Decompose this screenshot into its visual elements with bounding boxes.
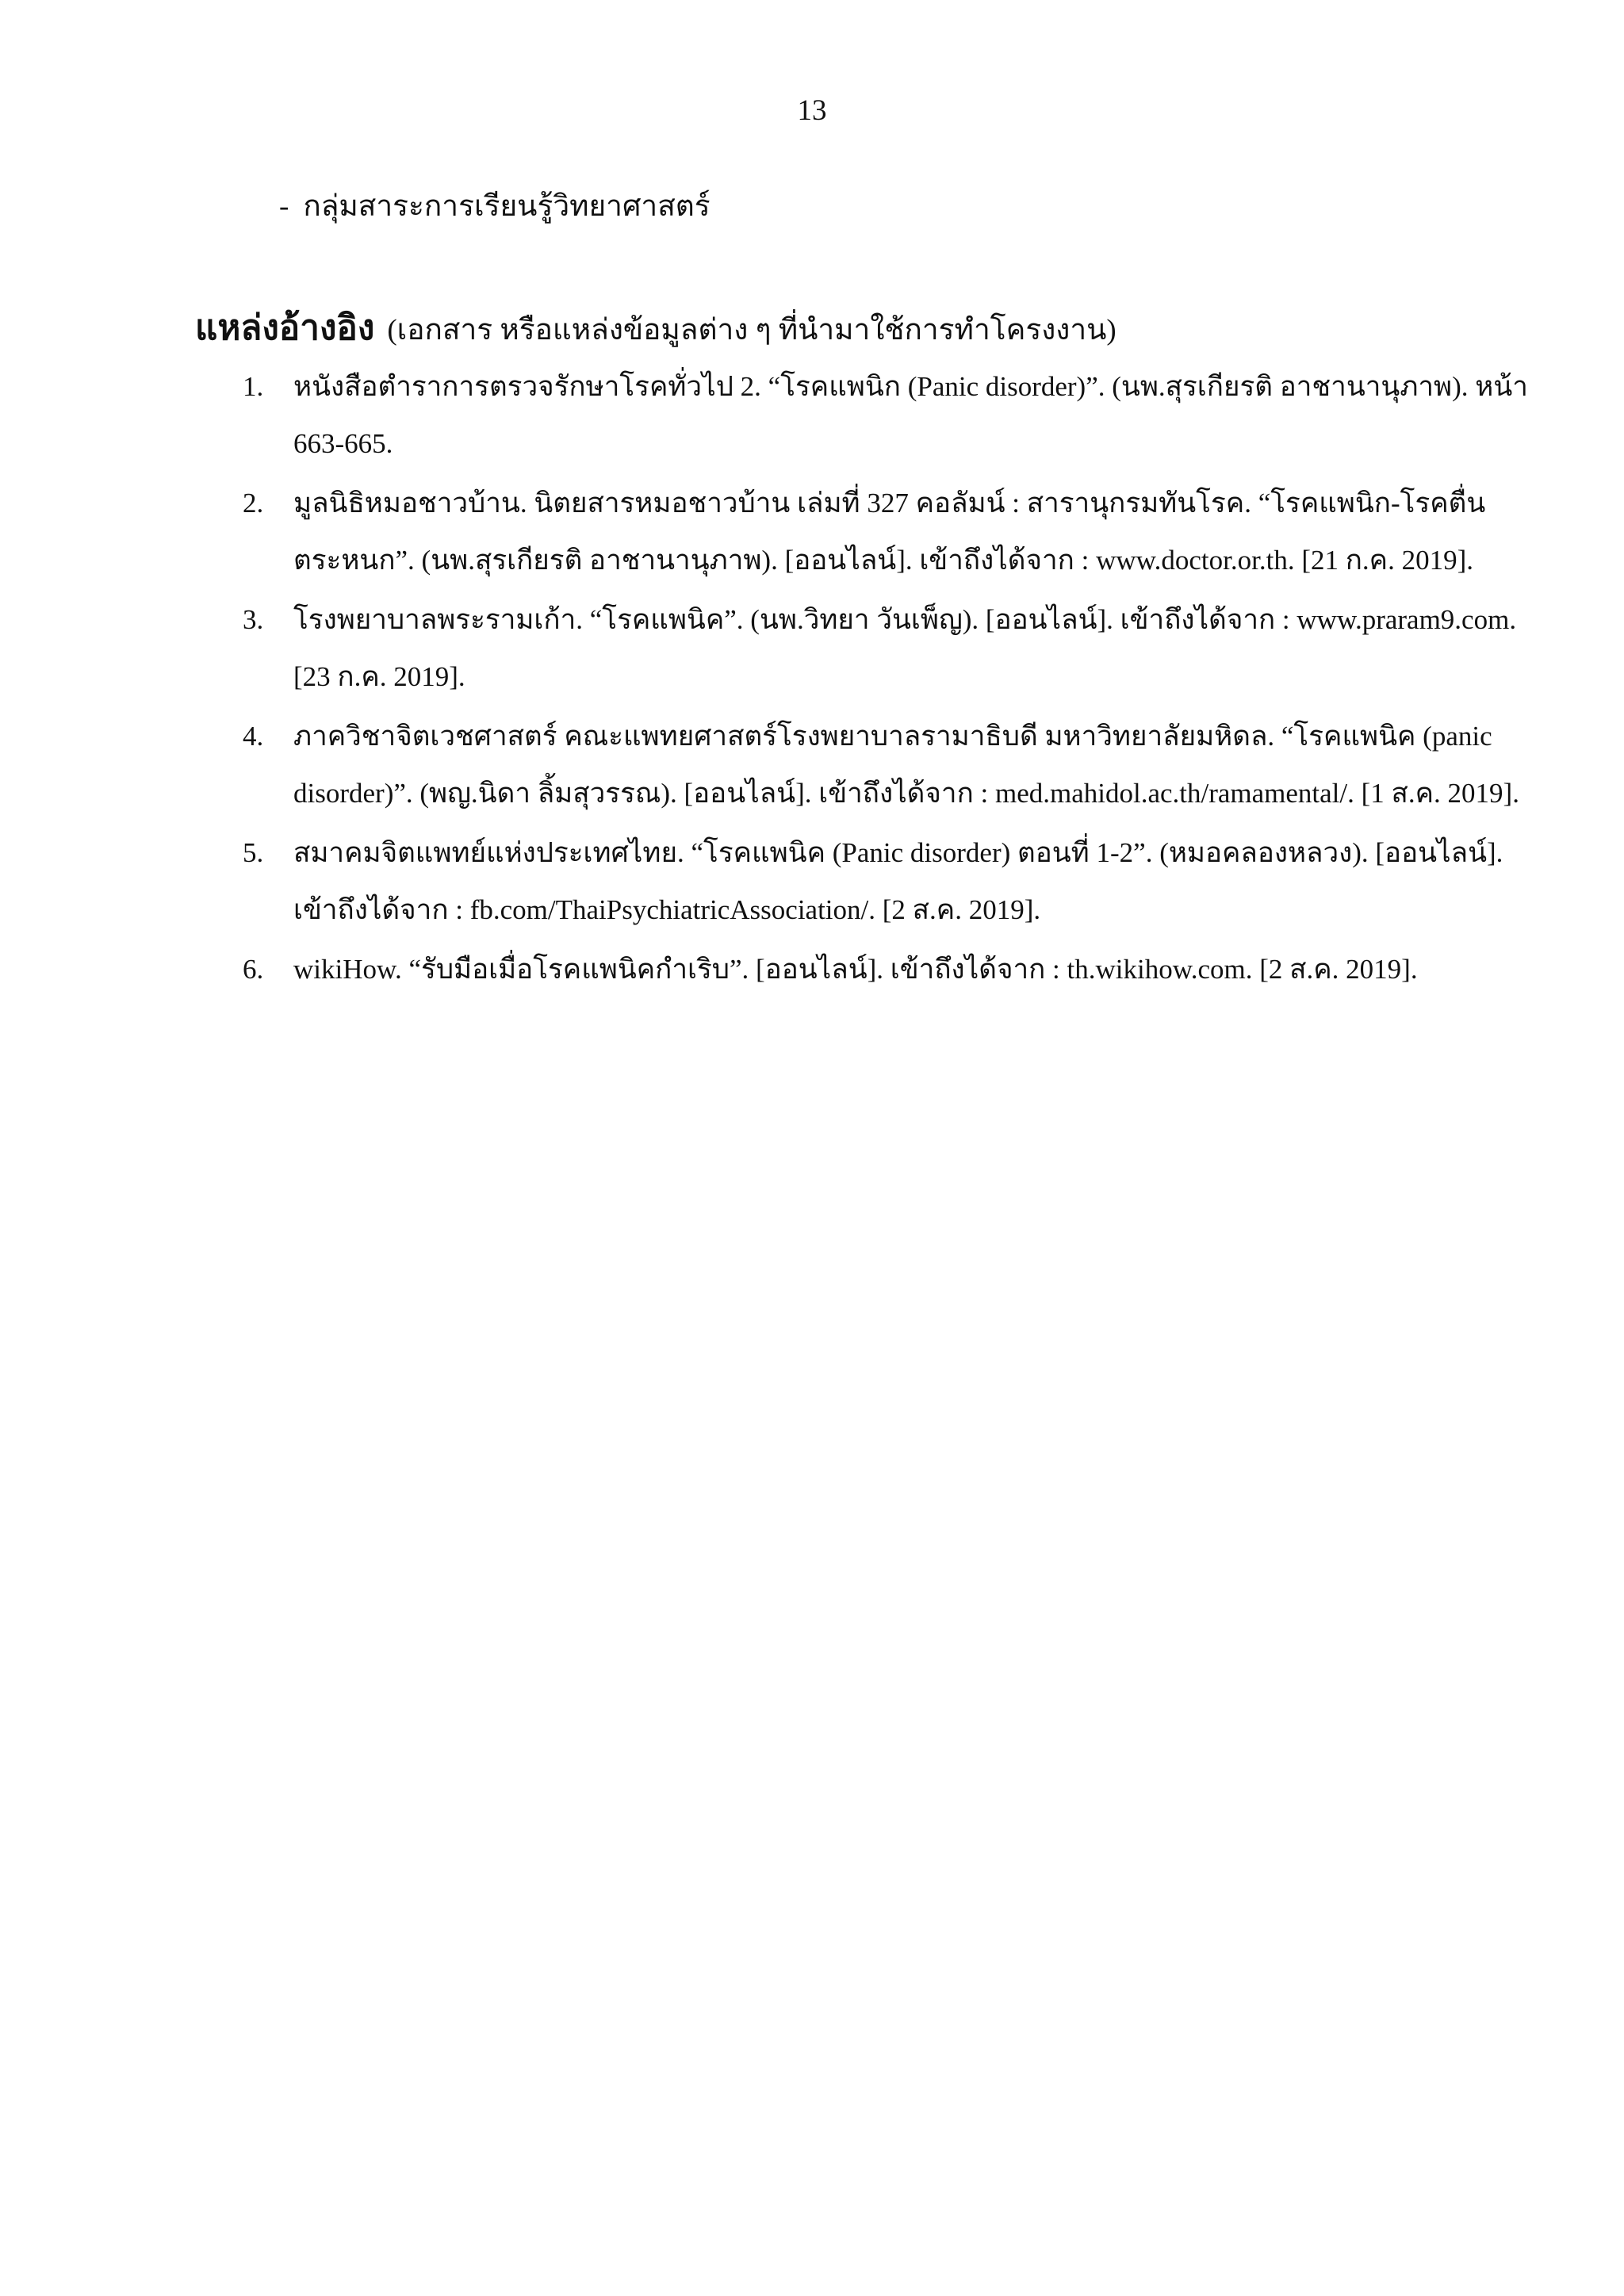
subject-group-text: กลุ่มสาระการเรียนรู้วิทยาศาสตร์ bbox=[303, 190, 710, 223]
reference-text: สมาคมจิตแพทย์แห่งประเทศไทย. “โรคแพนิค (Panic disorder) ตอนที่ 1-2”. (หมอคลองหลวง). [ออนไลน์]. เข้าถึงได้จาก : fb.com/ThaiPsychiatricAssociation/. [2 ส.ค. 2019]. bbox=[293, 837, 1503, 925]
reference-item bbox=[238, 941, 1538, 998]
reference-text: หนังสือตำราการตรวจรักษาโรคทั่วไป 2. “โรคแพนิก (Panic disorder)”. (นพ.สุรเกียรติ อาชานานุภาพ). หน้า 663-665. bbox=[293, 371, 1528, 459]
reference-item bbox=[238, 358, 1538, 473]
reference-number: 3. bbox=[243, 604, 264, 635]
reference-text: มูลนิธิหมอชาวบ้าน. นิตยสารหมอชาวบ้าน เล่มที่ 327 คอลัมน์ : สารานุกรมทันโรค. “โรคแพนิก-โรคตื่นตระหนก”. (นพ.สุรเกียรติ อาชานานุภาพ). [ออนไลน์]. เข้าถึงได้จาก : www.doctor.or.th. [21 ก.ค. 2019]. bbox=[293, 488, 1486, 576]
subject-group-line bbox=[279, 182, 710, 229]
reference-list bbox=[238, 358, 1538, 1001]
reference-number: 5. bbox=[243, 837, 264, 868]
reference-text: ภาควิชาจิตเวชศาสตร์ คณะแพทยศาสตร์โรงพยาบาลรามาธิบดี มหาวิทยาลัยมหิดล. “โรคแพนิค (panic disorder)”. (พญ.นิดา ลิ้มสุวรรณ). [ออนไลน์]. เข้าถึงได้จาก : med.mahidol.ac.th/ramamental/. [1 ส.ค. 2019]. bbox=[293, 721, 1519, 809]
reference-item bbox=[238, 708, 1538, 822]
references-subtitle: (เอกสาร หรือแหล่งข้อมูลต่าง ๆ ที่นำมาใช้การทำโครงงาน) bbox=[387, 314, 1116, 346]
references-heading bbox=[195, 300, 1116, 355]
reference-item bbox=[238, 825, 1538, 939]
reference-number: 6. bbox=[243, 954, 264, 985]
references-title: แหล่งอ้างอิง bbox=[195, 308, 375, 347]
subject-dash: - bbox=[279, 190, 289, 223]
reference-item bbox=[238, 591, 1538, 706]
reference-item bbox=[238, 475, 1538, 589]
reference-number: 2. bbox=[243, 488, 264, 519]
reference-number: 1. bbox=[243, 371, 264, 402]
reference-number: 4. bbox=[243, 721, 264, 752]
page-number: 13 bbox=[797, 94, 827, 127]
reference-text: wikiHow. “รับมือเมื่อโรคแพนิคกำเริบ”. [ออนไลน์]. เข้าถึงได้จาก : th.wikihow.com. [2 ส.ค. 2019]. bbox=[293, 954, 1418, 985]
reference-text: โรงพยาบาลพระรามเก้า. “โรคแพนิค”. (นพ.วิทยา วันเพ็ญ). [ออนไลน์]. เข้าถึงได้จาก : www.praram9.com. [23 ก.ค. 2019]. bbox=[293, 604, 1517, 692]
